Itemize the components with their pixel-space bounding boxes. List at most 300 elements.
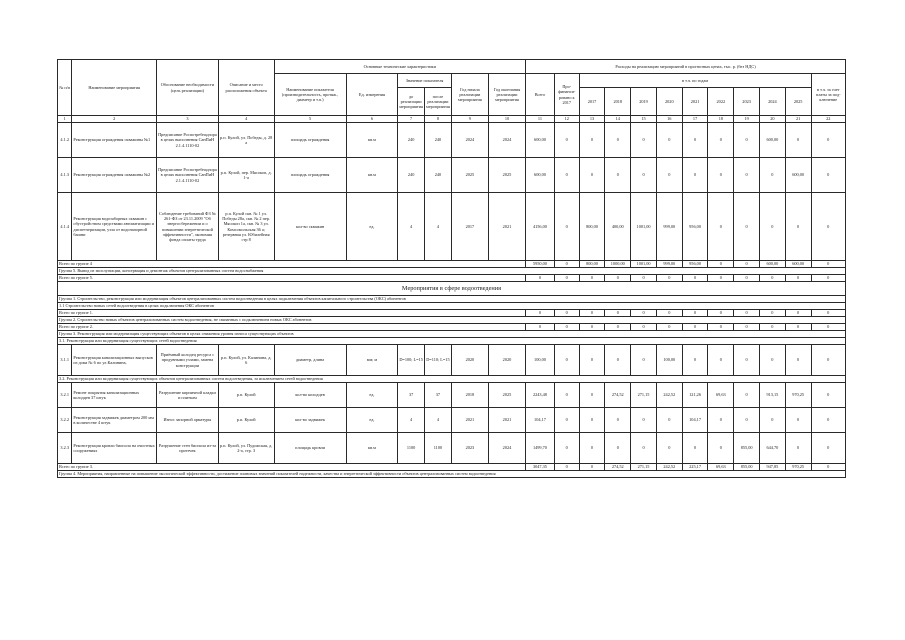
total-value: 0 [734, 275, 760, 282]
column-number: 12 [554, 116, 579, 123]
column-number: 16 [656, 116, 682, 123]
total-value: 999,00 [656, 261, 682, 268]
total-value: 0 [785, 275, 811, 282]
total-value: 0 [759, 275, 785, 282]
group-title-row [58, 331, 846, 338]
total-value: 0 [785, 324, 811, 331]
total-row [58, 261, 846, 268]
row-justify: Приёмный колодец ресурса с продувными узлами, замена конструкции [156, 345, 218, 376]
row-before: 240 [398, 123, 425, 158]
row-justify: Соблюдение требований ФЗ № 261-ФЗ от 23.11.2009 "Об энергосбережении и о повышении энергетической эффективности", экономия фонда оплаты труда [156, 193, 218, 261]
total-value: 0 [759, 310, 785, 317]
row-value: 0 [734, 123, 760, 158]
column-number: 22 [811, 116, 845, 123]
main-chars-header: Основные технические характеристики [274, 60, 526, 74]
year-header: 2023 [734, 88, 760, 116]
row-value: 0 [579, 383, 605, 408]
row-value: 1499,70 [526, 433, 555, 464]
total-value: 0 [759, 324, 785, 331]
row-year-end: 2021 [488, 408, 525, 433]
row-num: 4.1.3 [58, 158, 72, 193]
row-year-end: 2024 [488, 123, 525, 158]
total-value: 0 [811, 275, 845, 282]
row-value: 0 [656, 408, 682, 433]
total-value: 0 [631, 275, 657, 282]
column-number: 4 [218, 116, 274, 123]
row-after: 240 [425, 158, 452, 193]
total-label: Всего по группе 5. [58, 275, 526, 282]
row-value: 100,00 [656, 345, 682, 376]
column-number-row [58, 116, 846, 123]
total-value: 0 [631, 324, 657, 331]
total-value: 1000,00 [605, 261, 631, 268]
row-after: 240 [425, 123, 452, 158]
total-value: 1001,00 [631, 261, 657, 268]
row-value: 0 [605, 433, 631, 464]
row-value: 0 [759, 158, 785, 193]
row-before: 1100 [398, 433, 425, 464]
row-after: 4 [425, 193, 452, 261]
column-number: 6 [346, 116, 398, 123]
total-label: Всего по группе 2. [58, 324, 526, 331]
column-number: 14 [605, 116, 631, 123]
total-value: 0 [605, 275, 631, 282]
col-justify-header: Обоснование необходимости (цель реализации) [156, 60, 218, 116]
column-number: 20 [759, 116, 785, 123]
subgroup-title-row [58, 303, 846, 310]
row-value: 0 [554, 345, 579, 376]
row-unit: кв.м [346, 433, 398, 464]
total-value: 242,52 [656, 464, 682, 471]
row-year-start: 2020 [451, 345, 488, 376]
row-unit: ед. [346, 408, 398, 433]
group-title: Группа 5. Вывод из эксплуатации, консервация и демонтаж объектов централизованных систем водоснабжения [58, 268, 846, 275]
row-value: 0 [605, 158, 631, 193]
total-row [58, 310, 846, 317]
row-value: 0 [631, 408, 657, 433]
total-value: 800,00 [579, 261, 605, 268]
total-value: 0 [579, 310, 605, 317]
row-value: 0 [682, 345, 708, 376]
row-name: Реконструкция канализационных выпусков из дома № 6 по ул.Калинина, [72, 345, 157, 376]
row-param: площадь ограждения [274, 123, 346, 158]
row-value: 0 [579, 123, 605, 158]
total-value: 0 [605, 324, 631, 331]
group-title: Группа 3. Реконструкция или модернизация существующих объектов в целях снижения уровня износа существующих объектов [58, 331, 846, 338]
row-value: 0 [734, 193, 760, 261]
row-value: 0 [785, 433, 811, 464]
total-value: 5950,00 [526, 261, 555, 268]
row-value: 600,00 [759, 123, 785, 158]
row-value: 0 [656, 123, 682, 158]
col-unit-header: Ед. измерения [346, 74, 398, 116]
group-title-row [58, 296, 846, 303]
row-before: D=100; L=15 [398, 345, 425, 376]
year-header: 2021 [682, 88, 708, 116]
group-title-row [58, 268, 846, 275]
row-param: кол-во скважин [274, 193, 346, 261]
row-after: 37 [425, 383, 452, 408]
row-value: 0 [785, 345, 811, 376]
col-total-header: Всего [526, 74, 555, 116]
row-value: 271,15 [631, 383, 657, 408]
subgroup-title-row [58, 376, 846, 383]
total-value: 0 [785, 310, 811, 317]
row-num: 3.1.1 [58, 345, 72, 376]
row-value: 0 [759, 193, 785, 261]
year-header: 2022 [708, 88, 734, 116]
year-header: 2025 [785, 88, 811, 116]
total-value: 0 [554, 275, 579, 282]
row-value: 0 [579, 408, 605, 433]
row-value: 400,00 [605, 193, 631, 261]
table-row [58, 408, 846, 433]
subgroup-title: 1.1 Строительство новых сетей водоотведения в целях подключения ОКС абонентов [58, 303, 846, 310]
total-value: 0 [708, 261, 734, 268]
row-after: D=110; L=15 [425, 345, 452, 376]
row-value: 0 [785, 193, 811, 261]
total-value: 0 [526, 275, 555, 282]
year-header: 2024 [759, 88, 785, 116]
column-number: 13 [579, 116, 605, 123]
total-value: 855,00 [734, 464, 760, 471]
section-title-row [58, 282, 846, 296]
row-year-start: 2017 [451, 193, 488, 261]
total-value: 0 [682, 310, 708, 317]
row-value: 956,00 [682, 193, 708, 261]
row-year-start: 2018 [451, 383, 488, 408]
total-value: 0 [734, 324, 760, 331]
row-before: 4 [398, 193, 425, 261]
row-value: 69,63 [708, 383, 734, 408]
total-row [58, 324, 846, 331]
row-value: 242,52 [656, 383, 682, 408]
row-year-end: 2024 [488, 433, 525, 464]
row-before: 37 [398, 383, 425, 408]
total-value: 225,17 [682, 464, 708, 471]
document-table-wrapper [57, 59, 846, 478]
row-param: кол-во задвижек [274, 408, 346, 433]
table-row [58, 123, 846, 158]
row-location: р.п. Кулой [218, 383, 274, 408]
row-justify: Предписание Роспотребнадзора в целях выполнения СанПиН 2.1.4.1110-02 [156, 123, 218, 158]
row-num: 3.2.2 [58, 408, 72, 433]
row-value: 0 [811, 408, 845, 433]
col-year-end-header: Год окончания реализации мероприятия [488, 74, 525, 116]
total-value: 0 [708, 324, 734, 331]
row-name: Реконструкция задвижек диаметром 200 мм в количестве 4 штук [72, 408, 157, 433]
table-row [58, 158, 846, 193]
column-number: 11 [526, 116, 555, 123]
column-number: 17 [682, 116, 708, 123]
total-value: 0 [579, 324, 605, 331]
total-value: 0 [811, 324, 845, 331]
row-value: 274,52 [605, 383, 631, 408]
row-value: 0 [785, 123, 811, 158]
total-value: 0 [554, 310, 579, 317]
total-value: 956,00 [682, 261, 708, 268]
row-year-start: 2024 [451, 123, 488, 158]
row-value: 0 [734, 383, 760, 408]
row-value: 0 [554, 408, 579, 433]
row-year-start: 2025 [451, 158, 488, 193]
row-value: 0 [811, 345, 845, 376]
row-value: 0 [682, 123, 708, 158]
column-number: 1 [58, 116, 72, 123]
subgroup-title: 3.2. Реконструкция или модернизация существующих объектов централизованных систем водоотведения, за исключением сетей водоотведения [58, 376, 846, 383]
row-value: 800,00 [579, 193, 605, 261]
row-value: 600,00 [526, 123, 555, 158]
row-value: 0 [631, 345, 657, 376]
total-value: 0 [734, 261, 760, 268]
total-value: 600,00 [759, 261, 785, 268]
row-unit: мм; м [346, 345, 398, 376]
row-value: 0 [631, 123, 657, 158]
incl-years-header: в т.ч. по годам [579, 74, 811, 88]
row-value: 0 [554, 433, 579, 464]
row-value: 600,00 [526, 158, 555, 193]
column-number: 15 [631, 116, 657, 123]
row-value: 100,00 [526, 345, 555, 376]
table-row [58, 345, 846, 376]
row-param: площадь ограждения [274, 158, 346, 193]
total-value: 0 [708, 275, 734, 282]
row-value: 104,17 [526, 408, 555, 433]
row-name: Реконструкция кровли биопола на очистных сооружениях [72, 433, 157, 464]
row-value: 121,26 [682, 383, 708, 408]
row-value: 600,00 [785, 158, 811, 193]
total-value: 0 [579, 464, 605, 471]
column-number: 2 [72, 116, 157, 123]
total-value: 0 [554, 324, 579, 331]
row-value: 0 [734, 408, 760, 433]
total-value: 0 [656, 275, 682, 282]
row-param: диаметр, длина [274, 345, 346, 376]
row-value: 0 [579, 158, 605, 193]
year-header: 2018 [605, 88, 631, 116]
row-value: 855,00 [734, 433, 760, 464]
table-row [58, 193, 846, 261]
total-value: 3047,35 [526, 464, 555, 471]
row-location: р.п. Кулой скв. № 1 ул. Победы 28а, скв. № 2 пер. Мясокоп 1а, скв. № 3 ул. Комсомольская 36 а; резервная ул. Юбилейная стр 8 [218, 193, 274, 261]
column-number: 18 [708, 116, 734, 123]
subgroup-title: 3.1. Реконструкция или модернизация существующих сетей водоотведения [58, 338, 846, 345]
row-value: 0 [605, 408, 631, 433]
total-value: 69,63 [708, 464, 734, 471]
row-value: 0 [682, 433, 708, 464]
row-param: площадь кровли [274, 433, 346, 464]
col-prefin-header: Про-финанси-ровано к 2017 [554, 74, 579, 116]
total-value: 0 [656, 324, 682, 331]
total-value: 271,15 [631, 464, 657, 471]
row-value: 0 [554, 158, 579, 193]
row-value: 644,70 [759, 433, 785, 464]
row-value: 0 [708, 408, 734, 433]
total-value: 0 [811, 310, 845, 317]
row-value: 0 [759, 345, 785, 376]
group-title: Группа 1. Строительство, реконструкция или модернизация объектов централизованных систем водоотведения в целях подключения объектов капитального строительства (ОКС) абонентов [58, 296, 846, 303]
row-value: 0 [656, 158, 682, 193]
subgroup-title-row [58, 338, 846, 345]
row-value: 0 [708, 123, 734, 158]
row-num: 4.1.2 [58, 123, 72, 158]
investment-program-table [57, 59, 846, 478]
row-value: 1001,00 [631, 193, 657, 261]
row-value: 913,15 [759, 383, 785, 408]
row-value: 0 [811, 193, 845, 261]
total-value: 0 [682, 275, 708, 282]
total-value: 0 [708, 310, 734, 317]
row-value: 0 [734, 345, 760, 376]
row-value: 0 [605, 123, 631, 158]
row-value: 0 [631, 433, 657, 464]
year-header: 2017 [579, 88, 605, 116]
row-value: 0 [759, 408, 785, 433]
row-value: 0 [811, 158, 845, 193]
row-year-start: 2023 [451, 433, 488, 464]
row-value: 0 [708, 345, 734, 376]
row-name: Реконструкция ограждения скважины №1 [72, 123, 157, 158]
column-number: 19 [734, 116, 760, 123]
row-year-end: 2021 [488, 193, 525, 261]
row-value: 0 [708, 433, 734, 464]
table-row [58, 383, 846, 408]
col-param-header: Наименование показателя (производительность, протяж., диаметр и т.п.) [274, 74, 346, 116]
total-row [58, 275, 846, 282]
row-value: 0 [785, 408, 811, 433]
row-value: 970,25 [785, 383, 811, 408]
row-unit: кв.м [346, 158, 398, 193]
total-value: 0 [631, 310, 657, 317]
row-value: 0 [656, 433, 682, 464]
row-location: р.п. Кулой, пер. Мясокоп, д. 1-а [218, 158, 274, 193]
total-value: 0 [656, 310, 682, 317]
table-row [58, 433, 846, 464]
group-title: Группа 2. Строительство новых объектов централизованных систем водоотведения, не связанных с подключением новых ОКС абонентов [58, 317, 846, 324]
incl-after-header: в т.ч. за счет платы за под-ключение [811, 74, 845, 116]
expenses-header: Расходы на реализацию мероприятий в прогнозных ценах, тыс. р. (без НДС) [526, 60, 846, 74]
row-after: 1100 [425, 433, 452, 464]
column-number: 7 [398, 116, 425, 123]
row-name: Реконструкция ограждения скважины №2 [72, 158, 157, 193]
col-before-header: до реализации мероприятия [398, 88, 425, 116]
row-unit: ед. [346, 383, 398, 408]
total-value: 0 [554, 464, 579, 471]
column-number: 5 [274, 116, 346, 123]
col-name-header: Наименование мероприятия [72, 60, 157, 116]
row-location: р.п. Кулой [218, 408, 274, 433]
total-value: 0 [605, 310, 631, 317]
row-unit: ед. [346, 193, 398, 261]
row-value: 0 [554, 383, 579, 408]
total-label: Всего по группе 3. [58, 464, 526, 471]
row-location: р.п. Кулой, ул. Победы, д. 28 а [218, 123, 274, 158]
year-header: 2020 [656, 88, 682, 116]
row-location: р.п. Кулой, ул. Калинина, д. 6 [218, 345, 274, 376]
group-title-row [58, 471, 846, 478]
total-label: Всего по группе 1. [58, 310, 526, 317]
column-number: 10 [488, 116, 525, 123]
column-number: 3 [156, 116, 218, 123]
col-location-header: Описание и место расположения объекта [218, 60, 274, 116]
row-justify: Предписание Роспотребнадзора в целях выполнения СанПиН 2.1.4.1110-02 [156, 158, 218, 193]
total-row [58, 464, 846, 471]
column-number: 21 [785, 116, 811, 123]
row-value: 0 [811, 123, 845, 158]
row-value: 999,00 [656, 193, 682, 261]
year-header: 2019 [631, 88, 657, 116]
total-value: 600,00 [785, 261, 811, 268]
row-value: 0 [811, 383, 845, 408]
total-value: 0 [579, 275, 605, 282]
row-num: 3.2.1 [58, 383, 72, 408]
row-value: 4156,00 [526, 193, 555, 261]
row-before: 4 [398, 408, 425, 433]
row-value: 0 [708, 158, 734, 193]
col-year-start-header: Год начала реализации мероприятия [451, 74, 488, 116]
row-justify: Разрушение стен биопола из-за протечек [156, 433, 218, 464]
group-title: Группа 4. Мероприятия, направленные на повышение экологической эффективности, достижение плановых значений показателей надежности, качества и энергетической эффективности объектов централизованных систем водоотведения [58, 471, 846, 478]
col-value-header: Значение показателя [398, 74, 452, 88]
total-label: Всего по группе 4 [58, 261, 526, 268]
total-value: 0 [526, 310, 555, 317]
row-value: 0 [682, 158, 708, 193]
row-value: 0 [554, 123, 579, 158]
total-value: 947,85 [759, 464, 785, 471]
row-value: 0 [579, 433, 605, 464]
column-number: 8 [425, 116, 452, 123]
row-value: 104,17 [682, 408, 708, 433]
row-year-end: 2020 [488, 345, 525, 376]
row-unit: кв.м [346, 123, 398, 158]
row-name: Ремонт покрытия канализационных колодцев 37 штук [72, 383, 157, 408]
row-before: 240 [398, 158, 425, 193]
row-param: кол-во колодцев [274, 383, 346, 408]
total-value: 0 [811, 261, 845, 268]
total-value: 0 [682, 324, 708, 331]
row-location: р.п. Кулой, ул. Пудожская, д. 2-а, стр. 3 [218, 433, 274, 464]
row-value: 0 [811, 433, 845, 464]
section-title: Мероприятия в сфере водоотведения [58, 282, 846, 296]
total-value: 0 [526, 324, 555, 331]
row-value: 0 [631, 158, 657, 193]
group-title-row [58, 317, 846, 324]
row-value: 0 [554, 193, 579, 261]
row-value: 0 [734, 158, 760, 193]
total-value: 0 [554, 261, 579, 268]
row-value: 2243,48 [526, 383, 555, 408]
col-num-header: № п/п [58, 60, 72, 116]
row-num: 3.2.3 [58, 433, 72, 464]
total-value: 0 [811, 464, 845, 471]
row-year-end: 2025 [488, 158, 525, 193]
row-name: Реконструкция водозаборных скважин с обустройством средствами автоматизации и диспетчеризации, узла от водонапорной башни [72, 193, 157, 261]
row-justify: Износ запорной арматуры [156, 408, 218, 433]
total-value: 274,52 [605, 464, 631, 471]
col-after-header: после реализации мероприятия [425, 88, 452, 116]
row-value: 0 [579, 345, 605, 376]
row-justify: Разрушение кирпичной кладки и плиткам [156, 383, 218, 408]
row-value: 0 [605, 345, 631, 376]
total-value: 0 [734, 310, 760, 317]
row-year-start: 2021 [451, 408, 488, 433]
row-value: 0 [708, 193, 734, 261]
total-value: 970,25 [785, 464, 811, 471]
column-number: 9 [451, 116, 488, 123]
row-after: 4 [425, 408, 452, 433]
row-num: 4.1.4 [58, 193, 72, 261]
row-year-end: 2025 [488, 383, 525, 408]
